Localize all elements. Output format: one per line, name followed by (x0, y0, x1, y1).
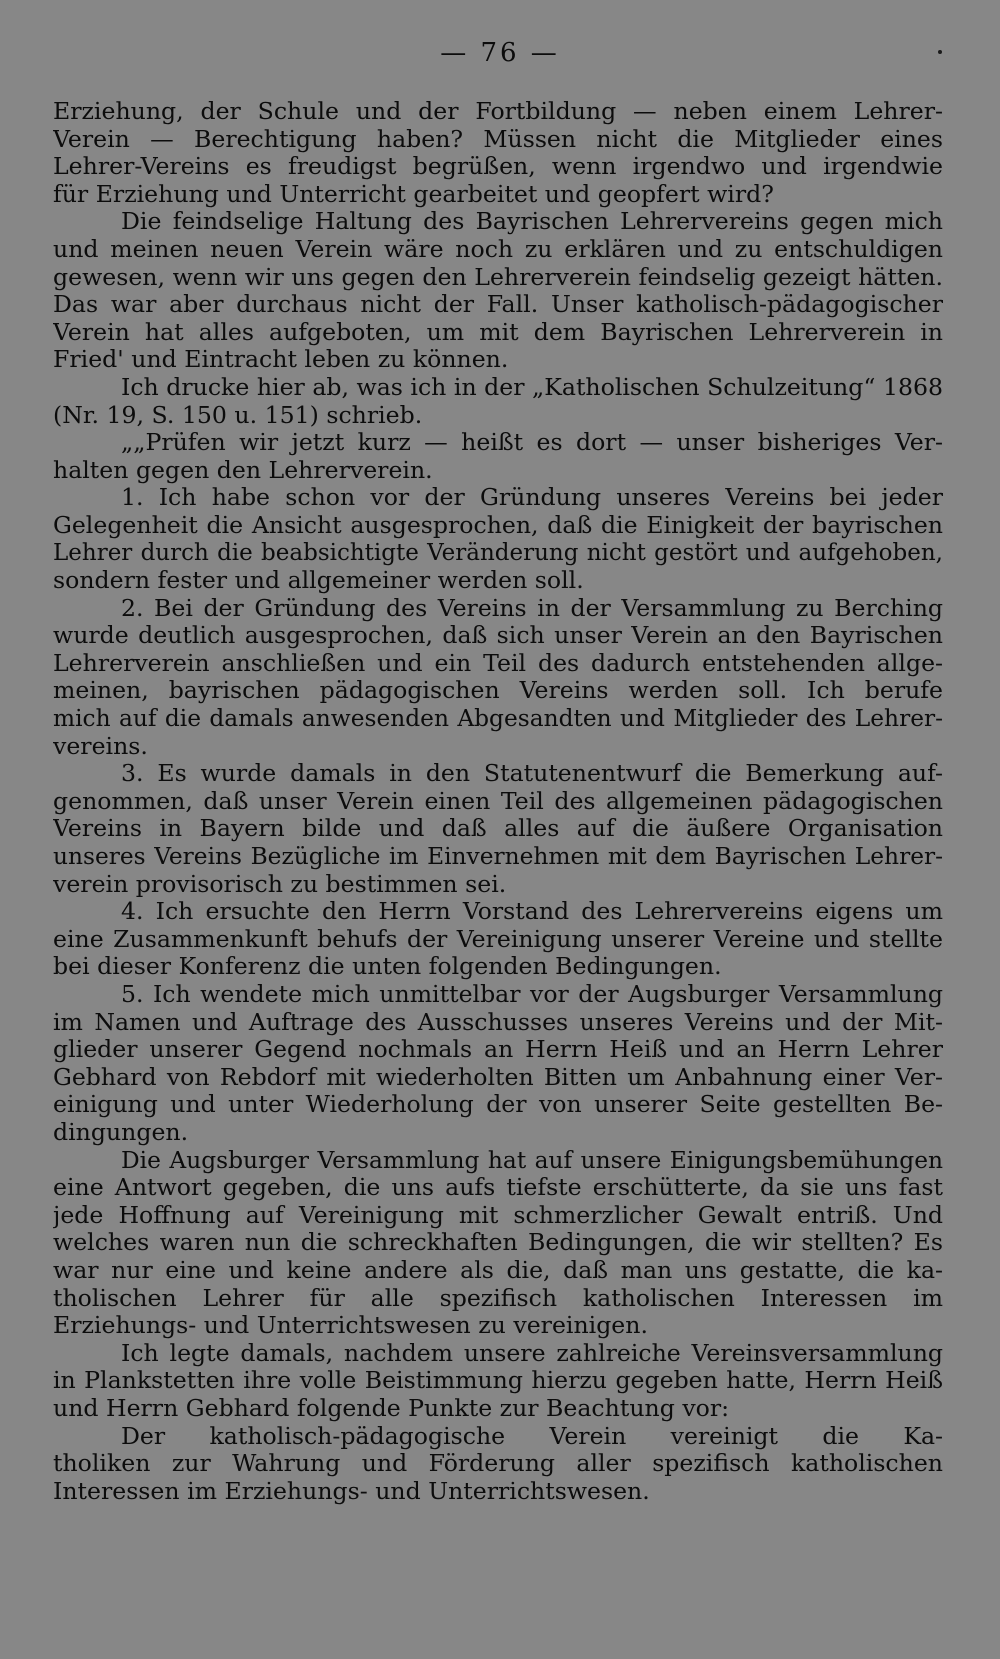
page-number-header: — 76 — (440, 38, 560, 68)
text-line: tholiken zur Wahrung und Förderung aller spezifisch katholischen (53, 1450, 943, 1478)
text-line: Erziehung, der Schule und der Fortbildung — neben einem Lehrer- (53, 98, 943, 125)
text-line: Die feindselige Haltung des Bayrischen Lehrervereins gegen mich (121, 208, 943, 236)
text-line: 5. Ich wendete mich unmittelbar vor der Augsburger Versammlung (121, 981, 943, 1008)
text-line: 3. Es wurde damals in den Statutenentwurf die Bemerkung auf- (121, 760, 943, 788)
text-line: gewesen, wenn wir uns gegen den Lehrerverein feindselig gezeigt hätten. (53, 263, 943, 291)
text-line: vereins. (53, 732, 148, 760)
text-line: tholischen Lehrer für alle spezifisch katholischen Interessen im (53, 1284, 943, 1312)
text-line: dingungen. (53, 1118, 189, 1146)
text-line: Lehrer durch die beabsichtigte Veränderung nicht gestört und aufgehoben, (53, 539, 943, 566)
text-line: Vereins in Bayern bilde und daß alles auf die äußere Organisation (53, 815, 943, 843)
text-line: meinen, bayrischen pädagogischen Vereins werden soll. Ich berufe (53, 677, 943, 705)
text-line: und meinen neuen Verein wäre noch zu erklären und zu entschuldigen (53, 235, 943, 263)
text-line: eine Antwort gegeben, die uns aufs tiefste erschütterte, da sie uns fast (53, 1174, 943, 1202)
text-line: Der katholisch-pädagogische Verein vereinigt die Ka- (121, 1422, 943, 1450)
text-line: eine Zusammenkunft behufs der Vereinigung unserer Vereine und stellte (53, 925, 943, 953)
body-text (53, 98, 943, 1505)
text-line: 2. Bei der Gründung des Vereins in der Versammlung zu Berching (121, 594, 943, 622)
text-line: wurde deutlich ausgesprochen, daß sich unser Verein an den Bayrischen (53, 622, 943, 650)
text-line: (Nr. 19, S. 150 u. 151) schrieb. (53, 401, 423, 429)
text-line: im Namen und Auftrage des Ausschusses unseres Vereins und der Mit- (53, 1008, 943, 1036)
text-line: sondern fester und allgemeiner werden soll. (53, 567, 584, 595)
text-line: Die Augsburger Versammlung hat auf unsere Einigungsbemühungen (121, 1146, 943, 1174)
text-line: genommen, daß unser Verein einen Teil des allgemeinen pädagogischen (53, 787, 943, 815)
text-line: verein provisorisch zu bestimmen sei. (53, 870, 507, 898)
text-line: Fried' und Eintracht leben zu können. (53, 346, 509, 374)
text-line: in Plankstetten ihre volle Beistimmung hierzu gegeben hatte, Herrn Heiß (53, 1367, 943, 1395)
text-line: Interessen im Erziehungs- und Unterrichtswesen. (53, 1477, 650, 1505)
text-line: Lehrer-Vereins es freudigst begrüßen, wenn irgendwo und irgendwie (53, 153, 943, 181)
text-line: Gebhard von Rebdorf mit wiederholten Bitten um Anbahnung einer Ver- (53, 1063, 943, 1091)
text-line: Das war aber durchaus nicht der Fall. Unser katholisch-pädagogischer (53, 291, 943, 319)
text-line: und Herrn Gebhard folgende Punkte zur Beachtung vor: (53, 1394, 730, 1422)
text-line: Gelegenheit die Ansicht ausgesprochen, daß die Einigkeit der bayrischen (53, 511, 943, 539)
text-line: jede Hoffnung auf Vereinigung mit schmerzlicher Gewalt entriß. Und (53, 1201, 943, 1229)
text-line: einigung und unter Wiederholung der von unserer Seite gestellten Be- (53, 1091, 943, 1119)
text-line: bei dieser Konferenz die unten folgenden Bedingungen. (53, 953, 722, 981)
text-line: welches waren nun die schreckhaften Bedingungen, die wir stellten? Es (53, 1229, 943, 1257)
text-line: Erziehungs- und Unterrichtswesen zu vereinigen. (53, 1312, 648, 1340)
text-line: „„Prüfen wir jetzt kurz — heißt es dort — unser bisheriges Ver- (121, 429, 943, 457)
text-line: war nur eine und keine andere als die, daß man uns gestatte, die ka- (53, 1256, 943, 1284)
text-line: Ich legte damals, nachdem unsere zahlreiche Vereinsversammlung (121, 1339, 943, 1367)
text-line: halten gegen den Lehrerverein. (53, 456, 433, 484)
text-line: Ich drucke hier ab, was ich in der „Katholischen Schulzeitung“ 1868 (121, 373, 943, 401)
text-line: Verein — Berechtigung haben? Müssen nicht die Mitglieder eines (53, 125, 943, 153)
text-line: 1. Ich habe schon vor der Gründung unseres Vereins bei jeder (121, 484, 943, 512)
text-line: Verein hat alles aufgeboten, um mit dem Bayrischen Lehrerverein in (53, 318, 943, 346)
text-line: für Erziehung und Unterricht gearbeitet und geopfert wird? (53, 180, 774, 208)
text-line: mich auf die damals anwesenden Abgesandten und Mitglieder des Lehrer- (53, 705, 943, 733)
text-line: unseres Vereins Bezügliche im Einvernehmen mit dem Bayrischen Lehrer- (53, 843, 943, 871)
print-speck (938, 50, 942, 54)
text-line: glieder unserer Gegend nochmals an Herrn Heiß und an Herrn Lehrer (53, 1036, 943, 1064)
text-line: 4. Ich ersuchte den Herrn Vorstand des Lehrervereins eigens um (121, 898, 943, 926)
text-line: Lehrerverein anschließen und ein Teil des dadurch entstehenden allge- (53, 649, 943, 677)
